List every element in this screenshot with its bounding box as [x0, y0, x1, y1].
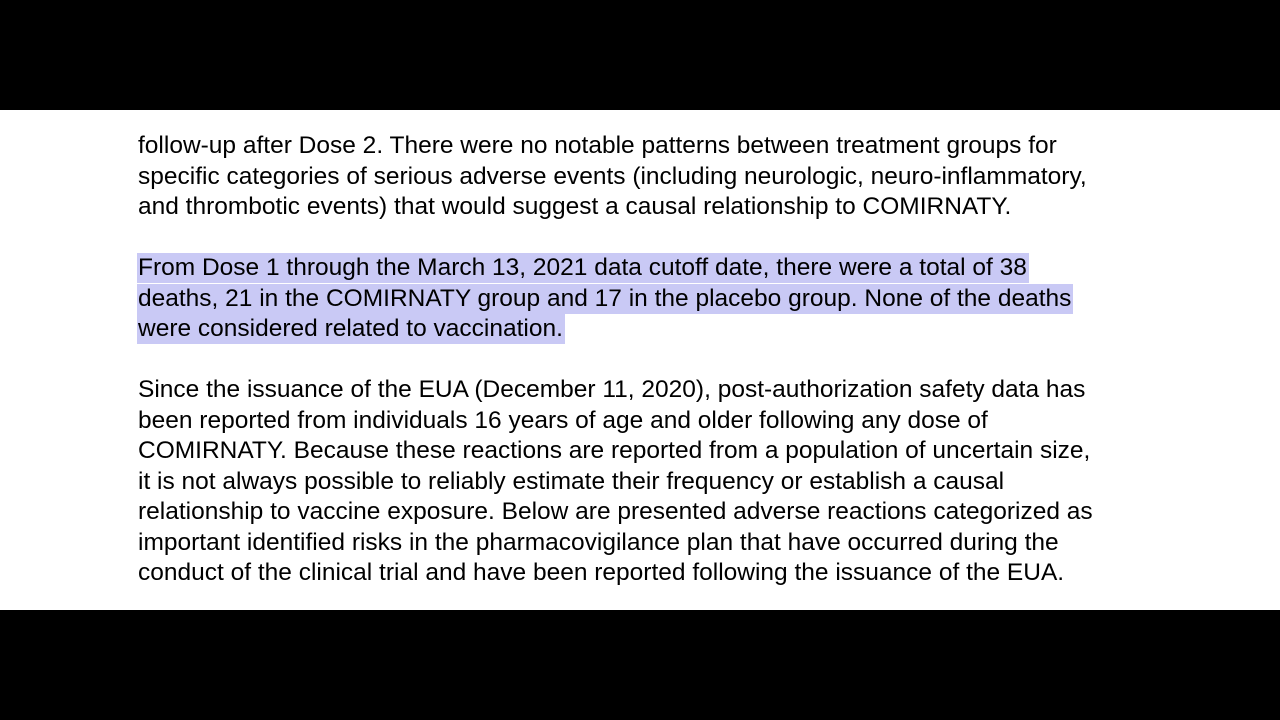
letterbox-bottom [0, 610, 1280, 720]
text-line: follow-up after Dose 2. There were no notable patterns between treatment groups for [138, 132, 1057, 159]
highlighted-text[interactable]: deaths, 21 in the COMIRNATY group and 17 in the placebo group. None of the deaths [138, 284, 1072, 312]
paragraph-post-authorization-safety [138, 375, 1248, 589]
highlighted-line-wrapper [138, 253, 1248, 284]
text-line: COMIRNATY. Because these reactions are reported from a population of uncertain size, [138, 437, 1091, 464]
text-line: conduct of the clinical trial and have been reported following the issuance of the EUA. [138, 559, 1065, 586]
paragraph-deaths-highlighted [138, 253, 1248, 345]
document-page [0, 110, 1280, 610]
text-line: important identified risks in the pharmacovigilance plan that have occurred during the [138, 528, 1059, 556]
text-line: been reported from individuals 16 years of age and older following any dose of [138, 406, 988, 434]
text-line: specific categories of serious adverse events (including neurologic, neuro-inflammatory, [138, 162, 1087, 190]
text-line: it is not always possible to reliably estimate their frequency or establish a causal [138, 467, 1005, 495]
paragraph-serious-adverse-events [138, 131, 1248, 223]
text-line: relationship to vaccine exposure. Below are presented adverse reactions categorized as [138, 498, 1093, 525]
highlighted-line-wrapper [138, 314, 1248, 345]
text-line: Since the issuance of the EUA (December 11, 2020), post-authorization safety data has [138, 376, 1086, 403]
highlighted-line-wrapper [138, 284, 1248, 315]
highlighted-text[interactable]: were considered related to vaccination. [138, 315, 563, 342]
highlighted-text[interactable]: From Dose 1 through the March 13, 2021 data cutoff date, there were a total of 38 [138, 254, 1027, 281]
letterbox-top [0, 0, 1280, 110]
text-line: and thrombotic events) that would suggest a causal relationship to COMIRNATY. [138, 193, 1012, 220]
